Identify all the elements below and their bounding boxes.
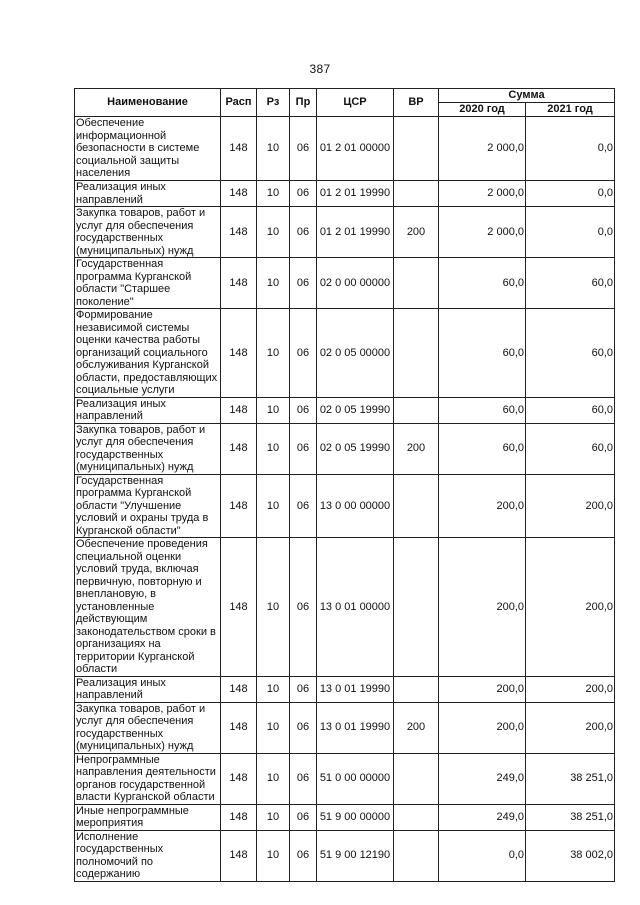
row-2020: 60,0 xyxy=(439,309,526,398)
row-2021: 60,0 xyxy=(526,309,615,398)
row-vr xyxy=(394,804,439,830)
row-2021: 0,0 xyxy=(526,207,615,258)
row-2021: 200,0 xyxy=(526,474,615,538)
row-2021: 200,0 xyxy=(526,702,615,753)
row-rasp: 148 xyxy=(221,702,257,753)
row-rz: 10 xyxy=(257,676,290,702)
row-rz: 10 xyxy=(257,258,290,309)
row-2020: 2 000,0 xyxy=(439,117,526,181)
row-vr xyxy=(394,397,439,423)
row-pr: 06 xyxy=(290,830,317,881)
row-pr: 06 xyxy=(290,423,317,474)
table-row xyxy=(75,258,615,309)
row-rz: 10 xyxy=(257,397,290,423)
row-2020: 60,0 xyxy=(439,258,526,309)
table-row xyxy=(75,474,615,538)
row-rasp: 148 xyxy=(221,117,257,181)
header-sum: Сумма xyxy=(439,89,615,103)
row-2020: 249,0 xyxy=(439,804,526,830)
row-name: Иные непрограммные мероприятия xyxy=(75,804,221,830)
table-row xyxy=(75,702,615,753)
row-csr: 51 0 00 00000 xyxy=(317,753,394,804)
row-csr: 51 9 00 00000 xyxy=(317,804,394,830)
row-name: Государственная программа Курганской области "Старшее поколение" xyxy=(75,258,221,309)
row-pr: 06 xyxy=(290,207,317,258)
row-pr: 06 xyxy=(290,117,317,181)
row-pr: 06 xyxy=(290,474,317,538)
row-2020: 2 000,0 xyxy=(439,181,526,207)
row-rasp: 148 xyxy=(221,423,257,474)
row-pr: 06 xyxy=(290,538,317,677)
row-2020: 2 000,0 xyxy=(439,207,526,258)
row-pr: 06 xyxy=(290,702,317,753)
row-vr xyxy=(394,181,439,207)
row-pr: 06 xyxy=(290,397,317,423)
row-rz: 10 xyxy=(257,207,290,258)
row-2020: 60,0 xyxy=(439,397,526,423)
row-2021: 200,0 xyxy=(526,676,615,702)
row-rasp: 148 xyxy=(221,830,257,881)
row-csr: 13 0 01 19990 xyxy=(317,702,394,753)
row-2020: 200,0 xyxy=(439,702,526,753)
row-rasp: 148 xyxy=(221,676,257,702)
row-csr: 01 2 01 00000 xyxy=(317,117,394,181)
row-rz: 10 xyxy=(257,538,290,677)
row-csr: 13 0 01 00000 xyxy=(317,538,394,677)
row-rasp: 148 xyxy=(221,397,257,423)
row-pr: 06 xyxy=(290,309,317,398)
row-name: Реализация иных направлений xyxy=(75,181,221,207)
row-name: Непрограммные направления деятельности органов государственной власти Курганской области xyxy=(75,753,221,804)
row-2020: 200,0 xyxy=(439,538,526,677)
row-name: Закупка товаров, работ и услуг для обеспечения государственных (муниципальных) нужд xyxy=(75,702,221,753)
row-csr: 02 0 05 00000 xyxy=(317,309,394,398)
row-rasp: 148 xyxy=(221,804,257,830)
row-pr: 06 xyxy=(290,181,317,207)
table-row xyxy=(75,830,615,881)
row-name: Закупка товаров, работ и услуг для обеспечения государственных (муниципальных) нужд xyxy=(75,207,221,258)
row-vr xyxy=(394,538,439,677)
row-2020: 249,0 xyxy=(439,753,526,804)
row-2021: 200,0 xyxy=(526,538,615,677)
table-row xyxy=(75,181,615,207)
row-name: Исполнение государственных полномочий по содержанию xyxy=(75,830,221,881)
row-rz: 10 xyxy=(257,753,290,804)
row-2020: 200,0 xyxy=(439,676,526,702)
row-pr: 06 xyxy=(290,804,317,830)
row-vr: 200 xyxy=(394,702,439,753)
row-rasp: 148 xyxy=(221,181,257,207)
row-rasp: 148 xyxy=(221,474,257,538)
table-row xyxy=(75,117,615,181)
table-row xyxy=(75,676,615,702)
row-csr: 13 0 01 19990 xyxy=(317,676,394,702)
header-pr: Пр xyxy=(290,89,317,117)
table-row xyxy=(75,804,615,830)
row-csr: 02 0 05 19990 xyxy=(317,423,394,474)
row-csr: 02 0 00 00000 xyxy=(317,258,394,309)
row-name: Закупка товаров, работ и услуг для обеспечения государственных (муниципальных) нужд xyxy=(75,423,221,474)
header-2020: 2020 год xyxy=(439,103,526,117)
row-rasp: 148 xyxy=(221,753,257,804)
row-csr: 51 9 00 12190 xyxy=(317,830,394,881)
page-number: 387 xyxy=(309,62,331,76)
row-2020: 60,0 xyxy=(439,423,526,474)
row-2020: 200,0 xyxy=(439,474,526,538)
row-2021: 60,0 xyxy=(526,423,615,474)
table-row xyxy=(75,309,615,398)
header-2021: 2021 год xyxy=(526,103,615,117)
row-rz: 10 xyxy=(257,804,290,830)
row-csr: 02 0 05 19990 xyxy=(317,397,394,423)
row-name: Формирование независимой системы оценки качества работы организаций социального обслуживания Курганской области, предоставляющих социальные услуги xyxy=(75,309,221,398)
header-rasp: Расп xyxy=(221,89,257,117)
header-csr: ЦСР xyxy=(317,89,394,117)
row-rasp: 148 xyxy=(221,309,257,398)
row-rasp: 148 xyxy=(221,538,257,677)
row-csr: 01 2 01 19990 xyxy=(317,207,394,258)
row-vr: 200 xyxy=(394,207,439,258)
row-vr xyxy=(394,117,439,181)
table-row xyxy=(75,753,615,804)
row-vr xyxy=(394,753,439,804)
row-2021: 38 002,0 xyxy=(526,830,615,881)
row-2021: 60,0 xyxy=(526,397,615,423)
row-csr: 13 0 00 00000 xyxy=(317,474,394,538)
row-name: Обеспечение проведения специальной оценки условий труда, включая первичную, повторную и внеплановую, в установленные действующим законодательством сроки в организациях на территории Курганской области xyxy=(75,538,221,677)
row-csr: 01 2 01 19990 xyxy=(317,181,394,207)
row-vr xyxy=(394,474,439,538)
row-name: Реализация иных направлений xyxy=(75,676,221,702)
table-row xyxy=(75,423,615,474)
row-name: Государственная программа Курганской области "Улучшение условий и охраны труда в Курганской области" xyxy=(75,474,221,538)
row-pr: 06 xyxy=(290,753,317,804)
row-2021: 0,0 xyxy=(526,117,615,181)
row-2021: 60,0 xyxy=(526,258,615,309)
row-rz: 10 xyxy=(257,181,290,207)
table-row xyxy=(75,538,615,677)
row-rz: 10 xyxy=(257,830,290,881)
row-pr: 06 xyxy=(290,258,317,309)
row-2021: 38 251,0 xyxy=(526,753,615,804)
row-rz: 10 xyxy=(257,474,290,538)
row-vr: 200 xyxy=(394,423,439,474)
row-rasp: 148 xyxy=(221,207,257,258)
row-2020: 0,0 xyxy=(439,830,526,881)
row-name: Реализация иных направлений xyxy=(75,397,221,423)
row-rz: 10 xyxy=(257,423,290,474)
row-vr xyxy=(394,830,439,881)
table-row xyxy=(75,207,615,258)
row-name: Обеспечение информационной безопасности в системе социальной защиты населения xyxy=(75,117,221,181)
row-pr: 06 xyxy=(290,676,317,702)
row-2021: 0,0 xyxy=(526,181,615,207)
header-vr: ВР xyxy=(394,89,439,117)
row-rz: 10 xyxy=(257,309,290,398)
row-2021: 38 251,0 xyxy=(526,804,615,830)
row-rz: 10 xyxy=(257,702,290,753)
row-vr xyxy=(394,258,439,309)
header-name: Наименование xyxy=(75,89,221,117)
header-rz: Рз xyxy=(257,89,290,117)
row-vr xyxy=(394,309,439,398)
row-vr xyxy=(394,676,439,702)
row-rz: 10 xyxy=(257,117,290,181)
budget-table xyxy=(74,88,615,882)
table-row xyxy=(75,397,615,423)
row-rasp: 148 xyxy=(221,258,257,309)
